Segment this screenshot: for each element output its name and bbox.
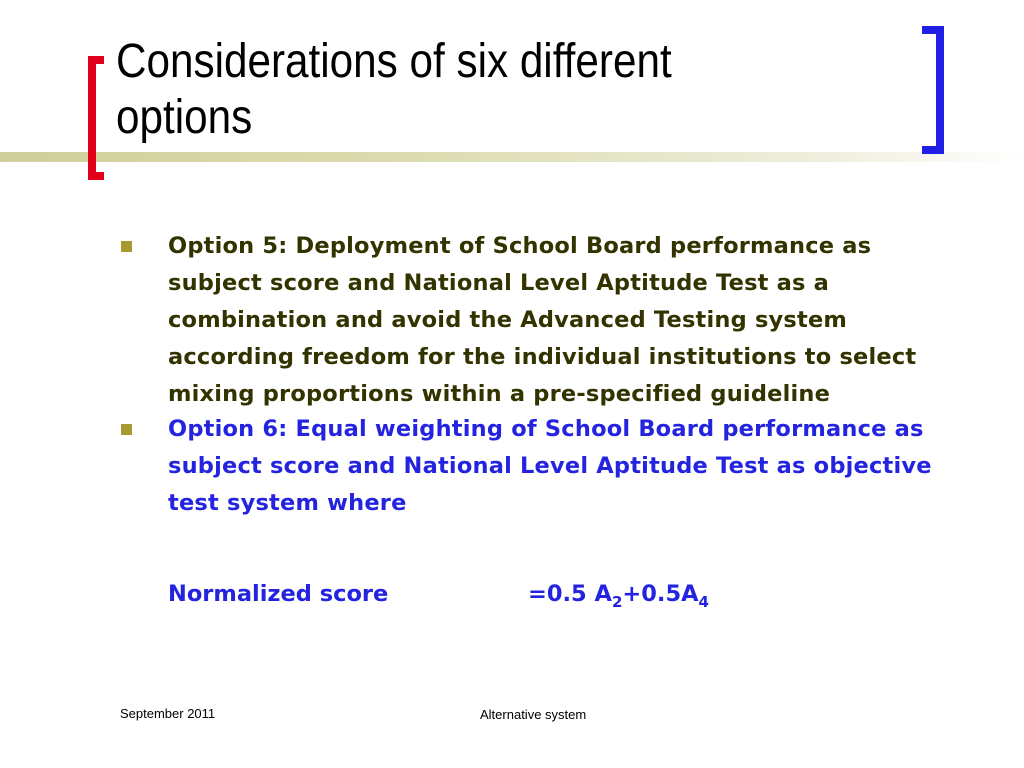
- slide-title-line-1: Considerations of six different: [116, 35, 672, 88]
- bullet-list: [118, 228, 938, 522]
- bullet-text-option-6: Option 6: Equal weighting of School Board performance as subject score and National Level Aptitude Test as objective test system where: [168, 416, 932, 516]
- formula-subscript-2: 4: [698, 593, 709, 611]
- footer-title: Alternative system: [480, 707, 587, 722]
- slide-title-line-2: options: [116, 91, 253, 144]
- bullet-square-icon: [121, 241, 132, 252]
- bullet-item-option-5: [118, 228, 938, 413]
- bullet-item-option-6: [118, 411, 938, 522]
- formula-expression: [528, 581, 709, 611]
- formula-middle: +0.5A: [622, 581, 699, 607]
- formula-label: Normalized score: [168, 581, 389, 607]
- formula-subscript-1: 2: [611, 593, 623, 611]
- right-bracket-decoration: [922, 26, 944, 154]
- slide-title: [116, 34, 811, 146]
- title-underline-band: [0, 152, 1024, 162]
- footer-date: September 2011: [120, 706, 216, 721]
- left-bracket-decoration: [88, 56, 104, 180]
- bullet-text-option-5: Option 5: Deployment of School Board performance as subject score and National Level Aptitude Test as a combination and avoid the Advanced Testing system according freedom for the individual institutions to select mixing proportions within a pre-specified guideline: [168, 233, 917, 407]
- bullet-square-icon: [121, 424, 132, 435]
- normalized-score-formula: [168, 576, 709, 621]
- formula-prefix: =0.5 A: [528, 581, 612, 607]
